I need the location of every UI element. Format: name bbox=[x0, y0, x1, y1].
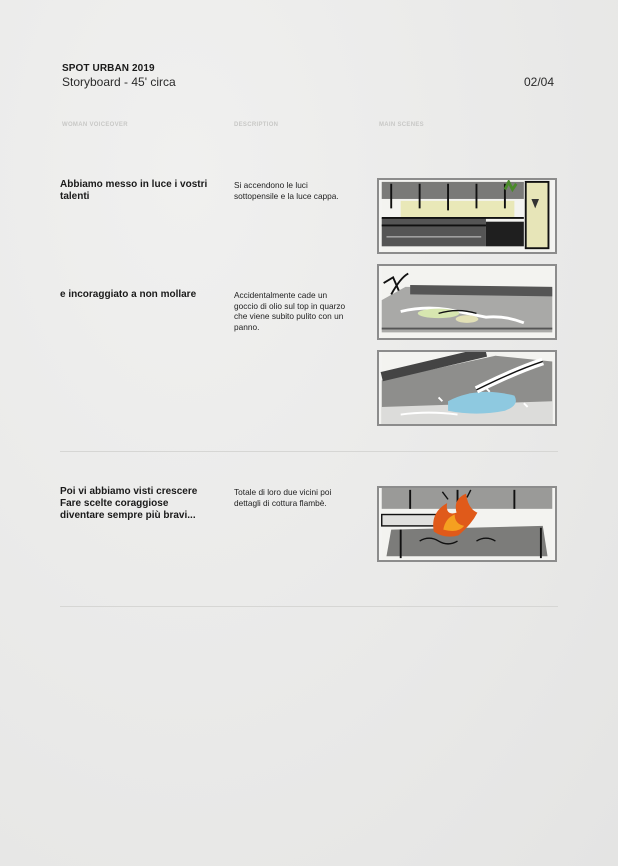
page-number: 02/04 bbox=[524, 75, 555, 89]
storyboard-frame bbox=[377, 486, 557, 562]
column-header-scenes: MAIN SCENES bbox=[379, 122, 424, 128]
voiceover-text: Abbiamo messo in luce i vostri talenti bbox=[60, 179, 208, 202]
row-divider bbox=[60, 606, 558, 607]
voiceover-text: e incoraggiato a non mollare bbox=[60, 289, 197, 300]
cloth-wipe-sketch-icon bbox=[379, 352, 555, 424]
column-header-description: DESCRIPTION bbox=[234, 122, 279, 128]
scene-description: Accidentalmente cade un goccio di olio sul top in quarzo che viene subito pulito con un panno. bbox=[234, 290, 346, 332]
storyboard-frame bbox=[377, 264, 557, 340]
kitchen-lights-sketch-icon bbox=[379, 180, 555, 252]
row-divider bbox=[60, 451, 558, 452]
oil-spill-sketch-icon bbox=[379, 266, 555, 338]
scene-description: Si accendono le luci sottopensile e la luce cappa. bbox=[234, 180, 339, 201]
scene-description: Totale di loro due vicini poi dettagli di cottura flambè. bbox=[234, 487, 332, 508]
voiceover-text bbox=[60, 486, 220, 522]
voiceover-line: diventare sempre più bravi... bbox=[60, 510, 196, 521]
voiceover-line: Fare scelte coraggiose bbox=[60, 498, 169, 509]
storyboard-frame bbox=[377, 350, 557, 426]
project-title: SPOT URBAN 2019 bbox=[62, 63, 155, 74]
storyboard-frame bbox=[377, 178, 557, 254]
column-header-voiceover: WOMAN VOICEOVER bbox=[62, 122, 128, 128]
voiceover-line: Poi vi abbiamo visti crescere bbox=[60, 486, 198, 497]
storyboard-subtitle: Storyboard - 45' circa bbox=[62, 75, 176, 89]
flambe-fire-sketch-icon bbox=[379, 488, 555, 560]
